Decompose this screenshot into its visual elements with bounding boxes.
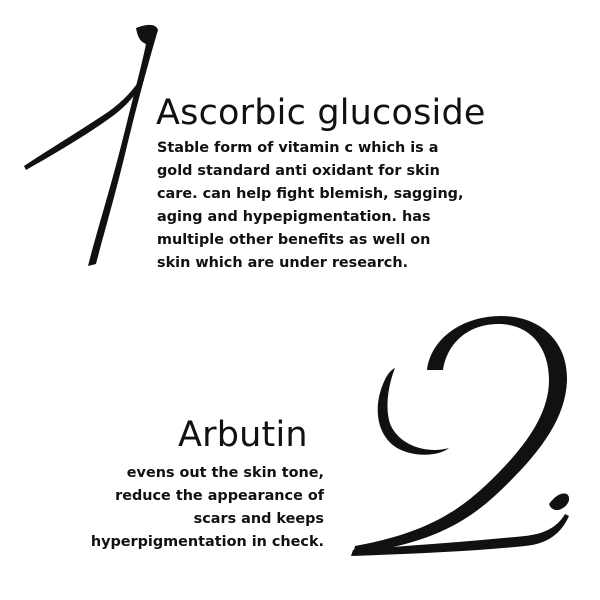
description-line: hyperpigmentation in check. <box>90 534 324 550</box>
numeral-two-hook <box>378 368 449 455</box>
ingredient-description <box>157 137 527 275</box>
ingredient-description <box>40 462 324 554</box>
description-line: evens out the skin tone, <box>126 465 324 481</box>
description-line: scars and keeps <box>193 511 324 527</box>
description-line: care. can help fight blemish, sagging, <box>157 186 464 202</box>
description-line: reduce the appearance of <box>115 488 324 504</box>
ingredient-title: Ascorbic glucoside <box>156 93 486 133</box>
numeral-one-flag <box>24 76 144 170</box>
description-line: Stable form of vitamin c which is a <box>157 140 439 156</box>
description-line: gold standard anti oxidant for skin <box>157 163 440 179</box>
description-line: aging and hypepigmentation. has <box>157 209 431 225</box>
numeral-one-stem <box>88 25 158 266</box>
numeral-one <box>18 20 168 270</box>
ingredient-title: Arbutin <box>178 415 308 455</box>
numeral-two <box>335 308 575 563</box>
description-line: skin which are under research. <box>157 255 409 271</box>
numeral-two-flick <box>549 493 569 510</box>
description-line: multiple other benefits as well on <box>157 232 431 248</box>
